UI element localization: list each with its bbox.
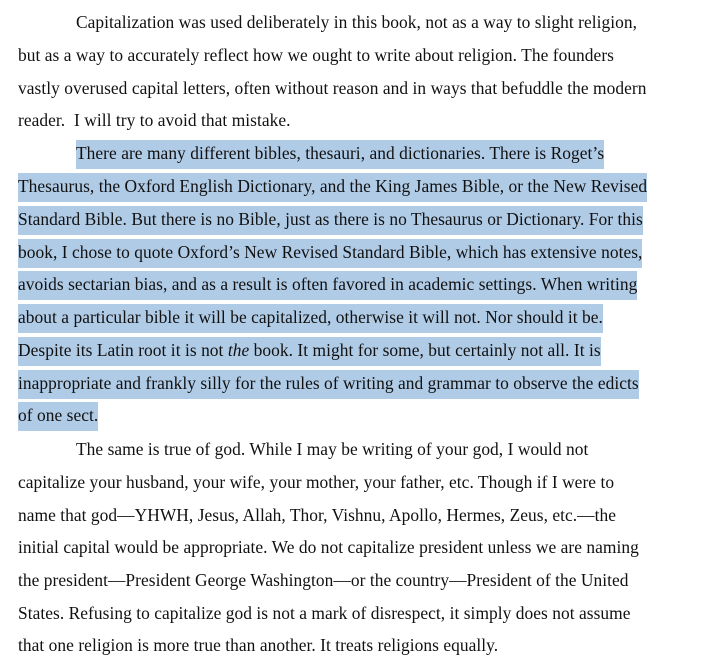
highlighted-text-line: about a particular bible it will be capitalized, otherwise it will not. Nor should it be. <box>18 306 603 328</box>
text-line: reader. I will try to avoid that mistake. <box>18 110 291 130</box>
highlighted-text-line: There are many different bibles, thesauri, and dictionaries. There is Roget’s <box>76 142 604 164</box>
highlighted-text-line: Thesaurus, the Oxford English Dictionary, and the King James Bible, or the New Revised <box>18 175 647 197</box>
text-line: vastly overused capital letters, often without reason and in ways that befuddle the modern <box>18 78 647 98</box>
text-line: that one religion is more true than another. It treats religions equally. <box>18 635 499 655</box>
text-line: name that god—YHWH, Jesus, Allah, Thor, Vishnu, Apollo, Hermes, Zeus, etc.—the <box>18 505 617 525</box>
text-line: capitalize your husband, your wife, your mother, your father, etc. Though if I were to <box>18 472 615 492</box>
text-line: States. Refusing to capitalize god is not a mark of disrespect, it simply does not assume <box>18 603 631 623</box>
text-line: Capitalization was used deliberately in this book, not as a way to slight religion, <box>76 12 638 32</box>
highlighted-text-line: Standard Bible. But there is no Bible, just as there is no Thesaurus or Dictionary. For this <box>18 208 643 230</box>
highlighted-text-line: inappropriate and frankly silly for the rules of writing and grammar to observe the edicts <box>18 372 639 394</box>
text-line: initial capital would be appropriate. We do not capitalize president unless we are naming <box>18 537 639 557</box>
highlighted-text-line: avoids sectarian bias, and as a result is often favored in academic settings. When writing <box>18 273 637 295</box>
highlighted-text-line: book, I chose to quote Oxford’s New Revised Standard Bible, which has extensive notes, <box>18 241 642 263</box>
text-line: but as a way to accurately reflect how we ought to write about religion. The founders <box>18 45 614 65</box>
highlighted-text-line: of one sect. <box>18 404 98 426</box>
text-line: The same is true of god. While I may be writing of your god, I would not <box>76 439 589 459</box>
italic-word: the <box>227 340 250 360</box>
text-line: the president—President George Washington—or the country—President of the United <box>18 570 629 590</box>
highlighted-text-line: Despite its Latin root it is not the book. It might for some, but certainly not all. It is <box>18 339 601 361</box>
